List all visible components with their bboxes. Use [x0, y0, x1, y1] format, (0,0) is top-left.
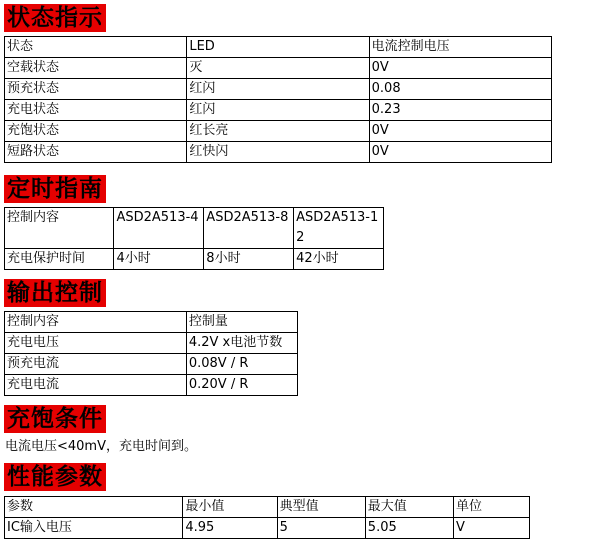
table-row — [5, 121, 552, 142]
table-cell: 预充电流 — [5, 354, 187, 375]
table-cell: 充饱状态 — [5, 121, 187, 142]
table-cell: 短路状态 — [5, 142, 187, 163]
header-cell: 控制量 — [186, 312, 297, 333]
table-cell: 红闪 — [187, 100, 369, 121]
header-cell: 控制内容 — [5, 208, 114, 249]
table-cell: 4小时 — [114, 249, 204, 270]
section-title-full: 充饱条件 — [4, 405, 106, 433]
table-cell: 灭 — [187, 58, 369, 79]
header-cell: 典型值 — [277, 497, 365, 518]
header-cell: 参数 — [5, 497, 183, 518]
table-row — [5, 375, 298, 396]
table-cell: 0V — [369, 121, 551, 142]
table-cell: 充电电压 — [5, 333, 187, 354]
table-cell: 预充状态 — [5, 79, 187, 100]
perf-table — [4, 496, 530, 539]
table-cell: 红闪 — [187, 79, 369, 100]
section-title-timer: 定时指南 — [4, 175, 106, 203]
table-row — [5, 354, 298, 375]
header-cell: LED — [187, 37, 369, 58]
table-cell: 5 — [277, 518, 365, 539]
table-header-row — [5, 37, 552, 58]
table-row — [5, 100, 552, 121]
table-cell: 5.05 — [365, 518, 453, 539]
header-cell: 最小值 — [183, 497, 277, 518]
table-header-row — [5, 312, 298, 333]
header-cell: ASD2A513-12 — [294, 208, 384, 249]
table-cell: 0V — [369, 142, 551, 163]
table-cell: 充电电流 — [5, 375, 187, 396]
table-cell: V — [453, 518, 529, 539]
table-cell: 充电状态 — [5, 100, 187, 121]
table-cell: 0.08 — [369, 79, 551, 100]
section-title-output: 输出控制 — [4, 279, 106, 307]
section-title-status: 状态指示 — [4, 4, 106, 32]
table-row — [5, 249, 384, 270]
output-table — [4, 311, 298, 396]
header-cell: 最大值 — [365, 497, 453, 518]
table-header-row — [5, 497, 530, 518]
table-row — [5, 142, 552, 163]
table-cell: 红快闪 — [187, 142, 369, 163]
header-cell: 电流控制电压 — [369, 37, 551, 58]
table-row — [5, 518, 530, 539]
table-cell: 红长亮 — [187, 121, 369, 142]
table-row — [5, 333, 298, 354]
table-cell: IC输入电压 — [5, 518, 183, 539]
table-cell: 0.23 — [369, 100, 551, 121]
table-cell: 8小时 — [204, 249, 294, 270]
table-cell: 4.2V x电池节数 — [186, 333, 297, 354]
table-row — [5, 58, 552, 79]
header-cell: 控制内容 — [5, 312, 187, 333]
header-cell: 单位 — [453, 497, 529, 518]
table-cell: 0V — [369, 58, 551, 79]
table-cell: 4.95 — [183, 518, 277, 539]
header-cell: 状态 — [5, 37, 187, 58]
table-cell: 42小时 — [294, 249, 384, 270]
table-row — [5, 79, 552, 100]
header-cell: ASD2A513-4 — [114, 208, 204, 249]
table-cell: 0.20V / R — [186, 375, 297, 396]
table-header-row — [5, 208, 384, 249]
header-cell: ASD2A513-8 — [204, 208, 294, 249]
full-condition-text: 电流电压<40mV，充电时间到。 — [5, 439, 197, 454]
table-cell: 0.08V / R — [186, 354, 297, 375]
section-title-perf: 性能参数 — [4, 463, 106, 491]
table-cell: 充电保护时间 — [5, 249, 114, 270]
status-table — [4, 36, 552, 163]
table-cell: 空载状态 — [5, 58, 187, 79]
timer-table — [4, 207, 384, 270]
